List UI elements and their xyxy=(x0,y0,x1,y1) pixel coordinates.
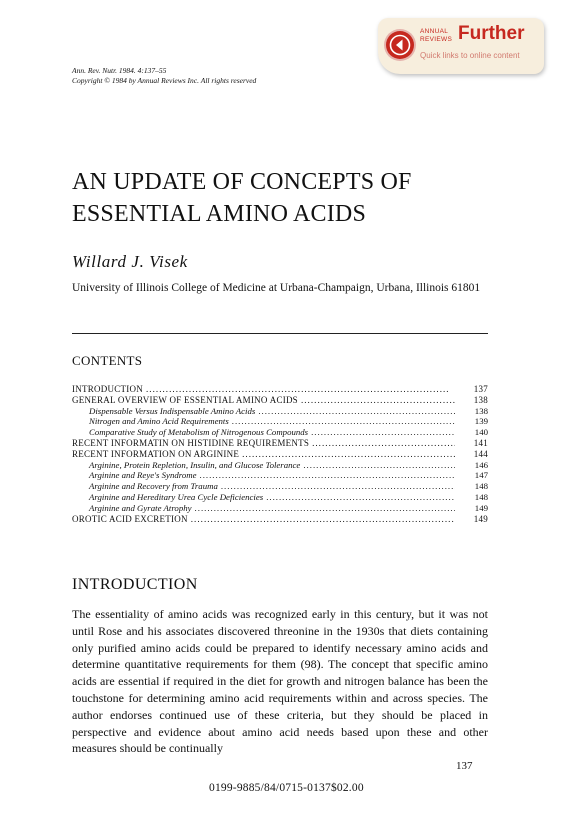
footer-code: 0199-9885/84/0715-0137$02.00 xyxy=(209,782,364,794)
toc-dot-leader xyxy=(301,395,455,406)
article-title: AN UPDATE OF CONCEPTS OF ESSENTIAL AMINO ACIDS xyxy=(72,169,412,227)
toc-entry-page: 149 xyxy=(473,513,488,524)
toc-entry-label: Comparative Study of Metabolism of Nitrogenous Compounds xyxy=(89,427,309,438)
toc-entry-label: OROTIC ACID EXCRETION xyxy=(72,513,188,524)
citation-copyright: Copyright © 1984 by Annual Reviews Inc. All rights reserved xyxy=(72,76,257,85)
toc-entry-label: Nitrogen and Amino Acid Requirements xyxy=(89,416,229,427)
toc-entry-page: 148 xyxy=(474,491,488,502)
annual-reviews-further-badge[interactable] xyxy=(378,18,544,74)
toc-entry[interactable] xyxy=(72,406,488,417)
toc-entry[interactable] xyxy=(72,514,488,525)
toc-dot-leader xyxy=(311,427,455,438)
toc-entry[interactable] xyxy=(72,460,488,471)
toc-dot-leader xyxy=(266,492,455,503)
toc-entry-page: 140 xyxy=(474,427,488,438)
toc-dot-leader xyxy=(258,406,455,417)
toc-entry-page: 147 xyxy=(474,470,488,481)
toc-entry-page: 146 xyxy=(474,459,488,470)
toc-entry-label: Dispensable Versus Indispensable Amino Acids xyxy=(89,405,256,416)
citation-block xyxy=(72,66,256,86)
toc-entry-label: Arginine and Gyrate Atrophy xyxy=(89,502,192,513)
toc-entry[interactable] xyxy=(72,384,488,395)
toc-dot-leader xyxy=(232,416,455,427)
toc-entry-label: Arginine and Reye's Syndrome xyxy=(89,470,197,481)
author-name: Willard J. Visek xyxy=(72,252,188,271)
toc-dot-leader xyxy=(195,503,455,514)
further-logo-icon xyxy=(386,31,414,59)
toc-entry-label: GENERAL OVERVIEW OF ESSENTIAL AMINO ACIDS xyxy=(72,394,298,405)
further-label: Further xyxy=(458,23,525,44)
introduction-heading: INTRODUCTION xyxy=(72,576,198,593)
toc-entry-page: 138 xyxy=(474,405,488,416)
toc-dot-leader xyxy=(242,449,455,460)
toc-entry[interactable] xyxy=(72,416,488,427)
toc-entry-label: Arginine and Recovery from Trauma xyxy=(89,481,218,492)
toc-entry-label: Arginine, Protein Repletion, Insulin, and Glucose Tolerance xyxy=(89,459,301,470)
contents-heading: CONTENTS xyxy=(72,353,143,368)
further-tagline: Quick links to online content xyxy=(420,51,520,60)
table-of-contents xyxy=(72,384,488,524)
toc-entry[interactable] xyxy=(72,395,488,406)
toc-entry-page: 149 xyxy=(474,502,488,513)
toc-dot-leader xyxy=(312,438,455,449)
toc-entry[interactable] xyxy=(72,481,488,492)
toc-entry-page: 137 xyxy=(473,384,488,394)
toc-entry[interactable] xyxy=(72,438,488,449)
toc-dot-leader xyxy=(146,384,455,395)
section-divider xyxy=(72,333,488,334)
publisher-name: ANNUAL REVIEWS xyxy=(420,28,453,43)
toc-entry[interactable] xyxy=(72,470,488,481)
toc-entry-page: 141 xyxy=(473,437,488,448)
toc-entry-page: 139 xyxy=(474,416,488,427)
toc-dot-leader xyxy=(303,460,455,471)
page-number: 137 xyxy=(456,760,473,772)
toc-dot-leader xyxy=(191,514,455,525)
toc-dot-leader xyxy=(200,470,456,481)
toc-entry[interactable] xyxy=(72,427,488,438)
toc-entry-label: RECENT INFORMATION ON ARGININE xyxy=(72,448,240,459)
toc-entry[interactable] xyxy=(72,503,488,514)
toc-entry-label: Arginine and Hereditary Urea Cycle Deficiencies xyxy=(89,491,264,502)
toc-entry-page: 148 xyxy=(474,481,488,492)
toc-entry[interactable] xyxy=(72,492,488,503)
toc-entry-label: RECENT INFORMATIN ON HISTIDINE REQUIREMENTS xyxy=(72,437,310,448)
toc-entry-page: 138 xyxy=(473,394,488,405)
citation-journal: Ann. Rev. Nutr. 1984. 4:137–55 xyxy=(72,66,167,75)
introduction-paragraph: The essentiality of amino acids was recognized early in this century, but it was not until Rose and his associates discovered threonine in the 1930s that diets containing only purified amino acids could be prepared to identify necessary amino acids and determine quantitative requirements for them (98). The concept that specific amino acids are essential if required in the diet for growth and nitrogen balance has been the touchstone for determining amino acid requirements within and across species. The author endorses continued use of these criteria, but they should be placed in perspective and evidence about amino acid needs based upon these and other measures should be continually xyxy=(72,607,488,756)
toc-entry[interactable] xyxy=(72,449,488,460)
toc-dot-leader xyxy=(221,481,455,492)
toc-entry-label: INTRODUCTION xyxy=(72,384,143,394)
toc-entry-page: 144 xyxy=(473,448,488,459)
author-affiliation: University of Illinois College of Medicine at Urbana-Champaign, Urbana, Illinois 61801 xyxy=(72,282,481,294)
